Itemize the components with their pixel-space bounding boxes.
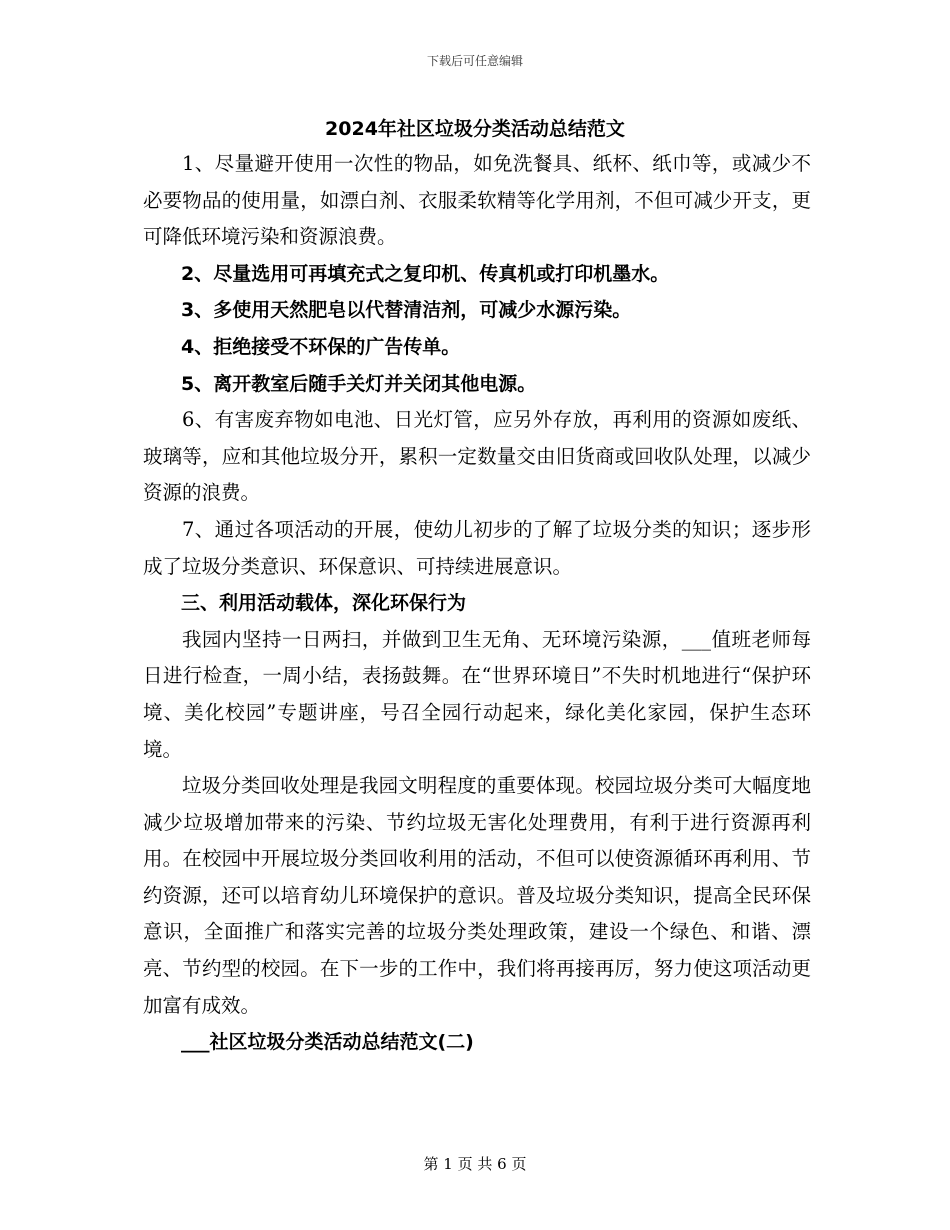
document-title: 2024年社区垃圾分类活动总结范文 bbox=[325, 118, 625, 140]
page-number: 第 1 页 共 6 页 bbox=[423, 1155, 527, 1173]
paragraph-1: 1、尽量避开使用一次性的物品，如免洗餐具、纸杯、纸巾等，或减少不必要物品的使用量，如漂白剂、衣服柔软精等化学用剂，不但可减少开支，更可降低环境污染和资源浪费。 bbox=[143, 152, 811, 249]
paragraph-7: 7、通过各项活动的开展，使幼儿初步的了解了垃圾分类的知识；逐步形成了垃圾分类意识、环保意识、可持续进展意识。 bbox=[143, 517, 811, 578]
section-heading: 三、利用活动载体，深化环保行为 bbox=[181, 592, 467, 615]
paragraph-5: 5、离开教室后随手关灯并关闭其他电源。 bbox=[181, 372, 537, 395]
section-paragraph-1: 我园内坚持一日两扫，并做到卫生无角、无环境污染源，___值班老师每日进行检查，一周小结，表扬鼓舞。在“世界环境日”不失时机地进行“保护环境、美化校园”专题讲座，号召全园行动起来，绿化美化家园，保护生态环境。 bbox=[143, 627, 811, 761]
paragraph-6: 6、有害废弃物如电池、日光灯管，应另外存放，再利用的资源如废纸、玻璃等，应和其他垃圾分开，累积一定数量交由旧货商或回收队处理，以减少资源的浪费。 bbox=[143, 408, 811, 505]
paragraph-2: 2、尽量选用可再填充式之复印机、传真机或打印机墨水。 bbox=[181, 262, 670, 285]
section-paragraph-2: 垃圾分类回收处理是我园文明程度的重要体现。校园垃圾分类可大幅度地减少垃圾增加带来的污染、节约垃圾无害化处理费用，有利于进行资源再利用。在校园中开展垃圾分类回收利用的活动，不但可以使资源循环再利用、节约资源，还可以培育幼儿环境保护的意识。普及垃圾分类知识，提高全民环保意识，全面推广和落实完善的垃圾分类处理政策，建设一个绿色、和谐、漂亮、节约型的校园。在下一步的工作中，我们将再接再厉，努力使这项活动更加富有成效。 bbox=[143, 774, 811, 1017]
paragraph-4: 4、拒绝接受不环保的广告传单。 bbox=[181, 335, 461, 358]
paragraph-3: 3、多使用天然肥皂以代替清洁剂，可减少水源污染。 bbox=[181, 299, 632, 322]
header-note: 下载后可任意编辑 bbox=[426, 54, 523, 68]
document-body bbox=[143, 146, 811, 1061]
sub-title: ___社区垃圾分类活动总结范文(二) bbox=[181, 1031, 474, 1054]
